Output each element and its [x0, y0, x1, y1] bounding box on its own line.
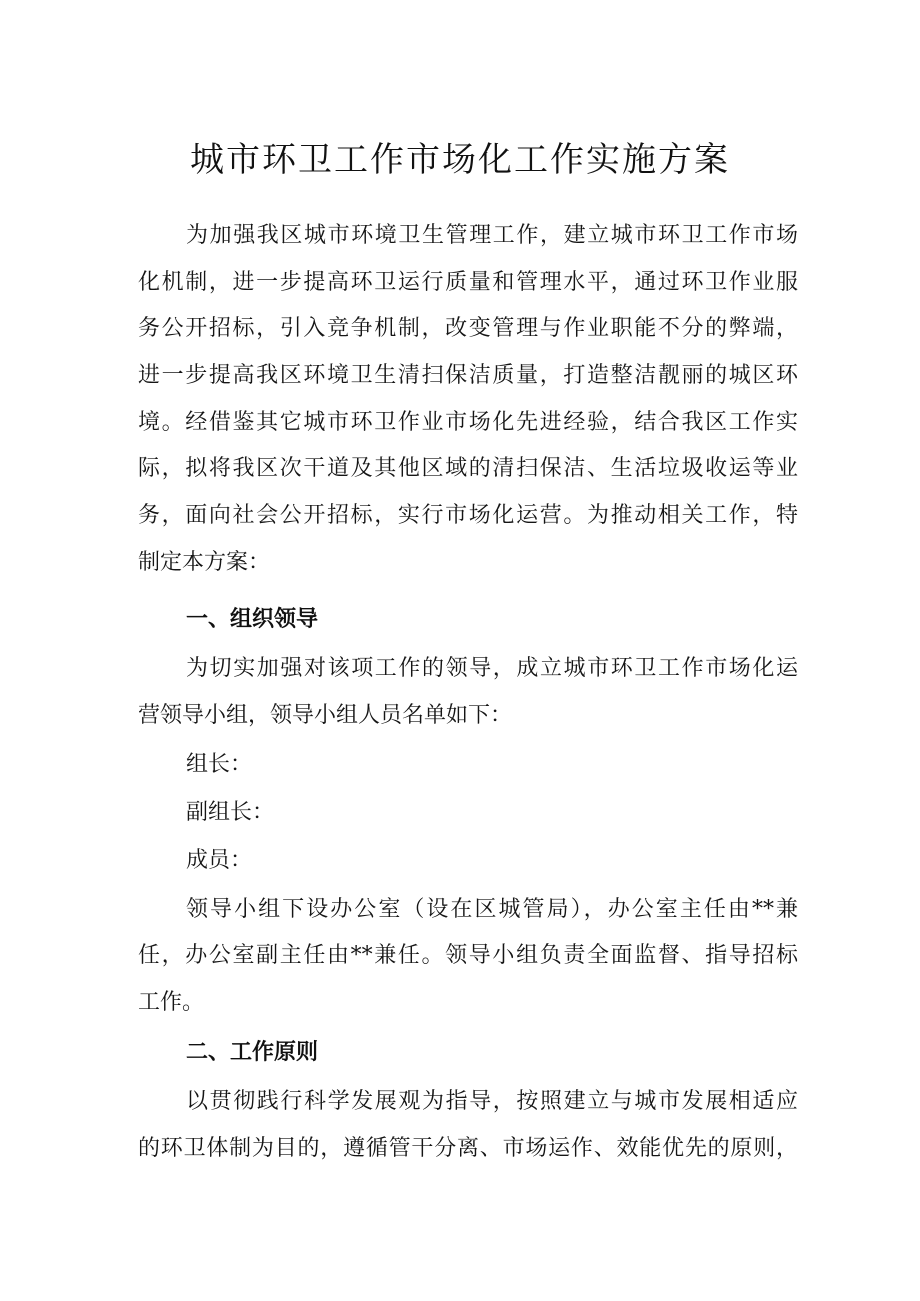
intro-line: 境。经借鉴其它城市环卫作业市场化先进经验，结合我区工作实	[138, 410, 798, 435]
section1-line: 为切实加强对该项工作的领导，成立城市环卫工作市场化运	[186, 656, 798, 681]
deputy-label: 副组长：	[186, 800, 275, 825]
members-label: 成员：	[186, 848, 253, 873]
office-line: 任，办公室副主任由**兼任。领导小组负责全面监督、指导招标	[138, 943, 798, 968]
intro-line: 际，拟将我区次干道及其他区域的清扫保洁、生活垃圾收运等业	[138, 456, 798, 481]
intro-line: 制定本方案：	[138, 550, 271, 575]
office-line: 工作。	[138, 990, 205, 1015]
intro-line: 务公开招标，引入竞争机制，改变管理与作业职能不分的弊端，	[138, 316, 798, 341]
office-line: 领导小组下设办公室（设在区城管局），办公室主任由**兼	[186, 897, 798, 922]
intro-line: 化机制，进一步提高环卫运行质量和管理水平，通过环卫作业服	[138, 270, 798, 295]
leader-label: 组长：	[186, 752, 253, 777]
document-title: 城市环卫工作市场化工作实施方案	[190, 140, 730, 180]
intro-line: 务，面向社会公开招标，实行市场化运营。为推动相关工作，特	[138, 503, 798, 528]
section-heading: 二、工作原则	[186, 1040, 319, 1065]
section1-line: 营领导小组，领导小组人员名单如下：	[138, 703, 513, 728]
intro-line: 为加强我区城市环境卫生管理工作，建立城市环卫工作市场	[186, 223, 798, 248]
section2-line: 的环卫体制为目的，遵循管干分离、市场运作、效能优先的原则，	[138, 1136, 798, 1161]
section-heading: 一、组织领导	[186, 607, 319, 632]
intro-line: 进一步提高我区环境卫生清扫保洁质量，打造整洁靓丽的城区环	[138, 363, 798, 388]
section2-line: 以贯彻践行科学发展观为指导，按照建立与城市发展相适应	[186, 1089, 798, 1114]
